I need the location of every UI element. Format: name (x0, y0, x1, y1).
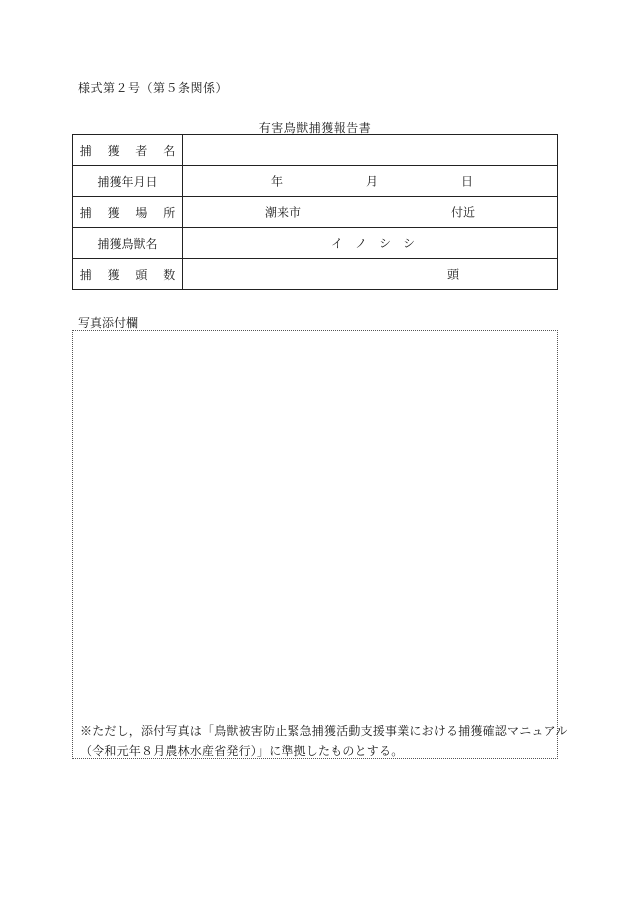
table-row-animal-name (73, 228, 558, 259)
note-line-1: ※ただし，添付写真は「鳥獣被害防止緊急捕獲活動支援事業における捕獲確認マニュアル (80, 724, 568, 738)
value-animal-name[interactable] (183, 228, 558, 259)
head-unit: 頭 (447, 267, 460, 282)
table-row-capture-count (73, 259, 558, 290)
photo-attachment-area[interactable] (72, 330, 568, 759)
animal-name: イ ノ シ シ (331, 236, 416, 251)
value-capture-date[interactable] (183, 166, 558, 197)
month-unit: 月 (366, 174, 379, 189)
label-capture-place: 捕 獲 場 所 (73, 197, 183, 228)
day-unit: 日 (461, 174, 474, 189)
value-capture-count[interactable] (183, 259, 558, 290)
value-capture-place[interactable] (183, 197, 558, 228)
vicinity-text: 付近 (451, 205, 476, 220)
value-catcher-name[interactable] (183, 135, 558, 166)
label-capture-count: 捕 獲 頭 数 (73, 259, 183, 290)
table-row-capture-date (73, 166, 558, 197)
label-capture-date: 捕獲年月日 (73, 166, 183, 197)
form-number: 様式第２号（第５条関係） (78, 81, 229, 95)
table-row-catcher-name (73, 135, 558, 166)
document-title: 有害鳥獣捕獲報告書 (258, 121, 372, 135)
year-unit: 年 (271, 174, 284, 189)
note-line-2: （令和元年８月農林水産省発行）」に準拠したものとする。 (80, 744, 404, 758)
photo-section-label: 写真添付欄 (78, 316, 139, 330)
label-animal-name: 捕獲鳥獣名 (73, 228, 183, 259)
label-catcher-name: 捕 獲 者 名 (73, 135, 183, 166)
report-table (72, 134, 558, 290)
city-name: 潮来市 (265, 205, 302, 220)
note-text (80, 721, 568, 761)
table-row-capture-place (73, 197, 558, 228)
